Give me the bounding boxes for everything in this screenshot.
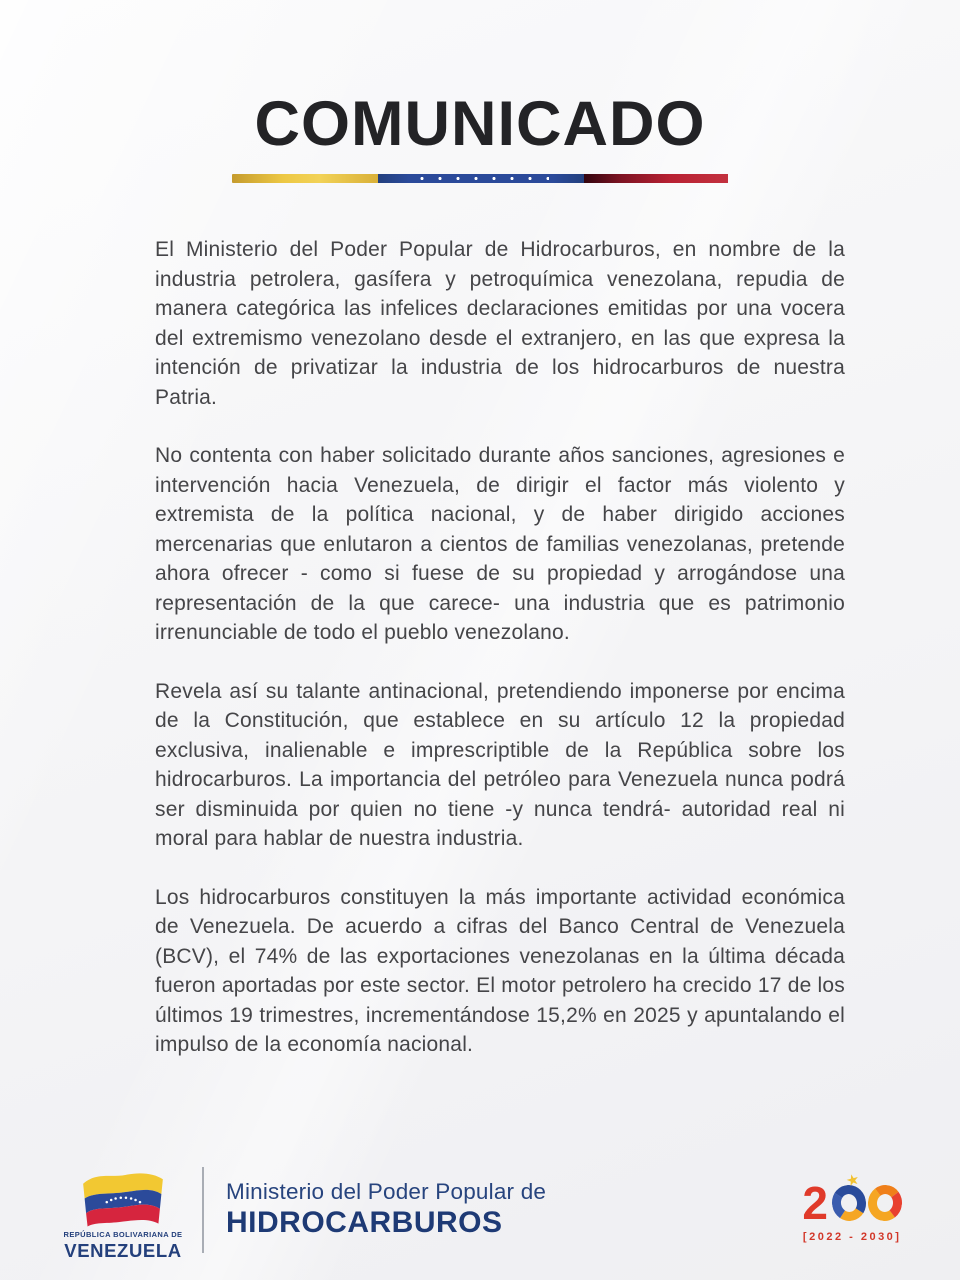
divider-red-segment xyxy=(584,174,728,183)
venezuela-flag-block xyxy=(62,1166,184,1262)
header xyxy=(0,88,960,183)
bicentennial-logo xyxy=(802,1170,902,1249)
ministry-name: HIDROCARBUROS xyxy=(226,1205,503,1239)
page-title: COMUNICADO xyxy=(254,89,706,159)
government-brand xyxy=(62,1166,546,1262)
divider-stars-icon xyxy=(413,174,549,183)
bicentennial-200-icon xyxy=(802,1170,902,1229)
body-paragraph: El Ministerio del Poder Popular de Hidrocarburos, en nombre de la industria petrolera, gasífera y petroquímica venezolana, repudia de manera categórica las infelices declaraciones emitidas por una vocera del extremismo venezolano desde el extranjero, en las que expresa la intención de privatizar la industria de los hidrocarburos de nuestra Patria. xyxy=(155,238,845,409)
ministry-prefix: Ministerio del Poder Popular de xyxy=(226,1178,547,1204)
bicentennial-years: [2022 - 2030] xyxy=(802,1231,902,1243)
footer xyxy=(0,1166,960,1262)
body-paragraph: Los hidrocarburos constituyen la más importante actividad económica de Venezuela. De acuerdo a cifras del Banco Central de Venezuela (BCV), el 74% de las exportaciones venezolanas en la última década fueron aportadas por este sector. El motor petrolero ha crecido 17 de los últimos 19 trimestres, incrementándose 15,2% en 2025 y apuntalando el impulso de la economía nacional. xyxy=(155,885,845,1056)
body-paragraph: No contenta con haber solicitado durante años sanciones, agresiones e intervención hacia Venezuela, de dirigir el factor más violento y extremista de la política nacional, y de haber dirigido acciones mercenarias que enlutaron a cientos de familias venezolanas, pretende ahora ofrecer - como si fuese de su propiedad y arrogándose una representación de la que carece- una industria que es patrimonio irrenunciable de todo el pueblo venezolano. xyxy=(155,444,845,644)
venezuela-flag-icon xyxy=(65,1166,181,1228)
ministry-title-block xyxy=(226,1179,546,1250)
bicentennial-zero-orange-icon xyxy=(866,1183,905,1223)
communique-body xyxy=(155,235,845,1089)
republic-caption: REPÚBLICA BOLIVARIANA DE xyxy=(63,1230,183,1239)
body-paragraph: Revela así su talante antinacional, pretendiendo imponerse por encima de la Constitución, que establece en su artículo 12 la propiedad exclusiva, inalienable e imprescriptible de la República sobre los hidrocarburos. La importancia del petróleo para Venezuela nunca podrá ser disminuida por quien no tiene -y nunca tendrá- autoridad real ni moral para hablar de nuestra industria. xyxy=(155,679,845,850)
bicentennial-star-icon: ★ xyxy=(844,1170,862,1191)
flag-color-divider xyxy=(232,174,729,183)
divider-gold-segment xyxy=(232,174,379,183)
bicentennial-digit: 2 xyxy=(802,1177,828,1229)
divider-blue-segment xyxy=(378,174,584,183)
footer-vertical-divider xyxy=(202,1167,204,1253)
republic-name: VENEZUELA xyxy=(64,1240,182,1261)
